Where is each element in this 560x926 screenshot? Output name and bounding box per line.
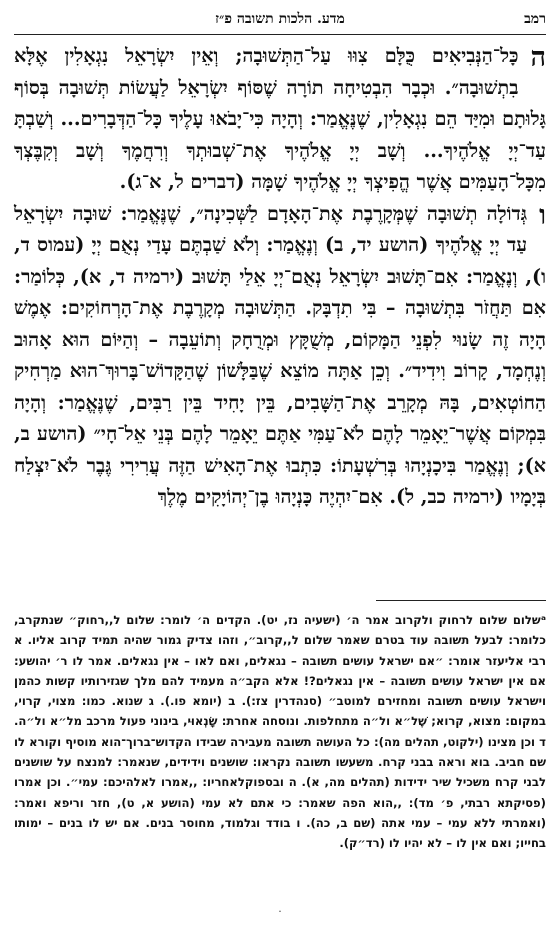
halacha-text: גְּדוֹלָה תְשׁוּבָה שֶׁמְּקָרֶבֶת אֶת־הָאָדָם לַשְּׁכִינָה״, שֶׁנֶּאֱמַר: שׁוּבָה יִשְׂרָאֵל עַד יְיָ אֱלֹהֶיךָ (הושע יד, ב) וְנֶאֱמַר: וְלֹא שַׁבְתֶּם עָדַי נְאֻם יְיָ (עמוס ד, ו), וְנֶאֱמַר: אִם־תָּשׁוּב יִשְׂרָאֵל נְאֻם־יְיָ אֵלַי תָּשׁוּב (ירמיה ד, א), כְּלוֹמַר: אִם תַּחֲזֹר בִּתְשׁוּבָה – בִּי תִדְבָּק. הַתְּשׁוּבָה מְקָרֶבֶת אֶת־הָרְחוֹקִים: אֶמֶשׁ הָיָה זֶה שָׂנוּי לִפְנֵי הַמָּקוֹם, מְשֻׁקָּץ וּמְרֻחָק וְתוֹעֵבָה – וְהַיּוֹם הוּא אָהוּב וְנֶחְמָד, קָרוֹב וִידִיד״. וְכֵן אַתָּה מוֹצֵא שֶׁבַּלָּשׁוֹן שֶׁהַקָּדוֹשׁ־בָּרוּךְ־הוּא מַרְחִיק הַחוֹטְאִים, בָּהּ מְקָרֵב אֶת־הַשָּׁבִים, בֵּין יָחִיד בֵּין רַבִּים, שֶׁנֶּאֱמַר: וְהָיָה בִּמְקוֹם אֲשֶׁר־יֵאָמֵר לָהֶם לֹא־עַמִּי אַתֶּם יֵאָמֵר לָהֶם בְּנֵי אֵל־חָי״ (הושע ב, א); וְנֶאֱמַר בִּיכָנְיָהוּ בְּרִשְׁעָתוֹ: כִּתְבוּ אֶת־הָאִישׁ הַזֶּה עֲרִירִי גֶּבֶר לֹא־יִצְלַח בְּיָמָיו (ירמיה כב, ל). אִם־יִהְיֶה כָּנְיָהוּ בֶן־יְהוֹיָקִים מֶלֶךְ: [14, 201, 546, 508]
commentary-text: ᵃשלום שלום לרחוק ולקרוב אמר ה׳ (ישעיה נז, יט). הקדים ה׳ לומר: שלום ל,,רחוק״ שנתקרב, כלומר: לבעל תשובה עוד בטרם שאמר שלום ל,,קרוב״, וזהו צדיק גמור שהיה תמיד קרוב אליו. א רבי אליעזר אומר: ״אם ישראל עושים תשובה – נגאלים, ואם לאו – אין נגאלים. אמר לו ר׳ יהושע: אם אין ישראל עושים תשובה – אין נגאלים?! אלא הקב״ה מעמיד להם מלך שגזירותיו קשות כהמן וישראל עושים תשובה ומחזירם למוטב״ (סנהדרין צז:). ב (יומא פו.). ג שנוא. כמו: מצוי, קרוי, במקום: מצוא, קרוא; שֶׁל״א ול״ה מתחלפות. ונוסחה אחרת: שָׂנְאוּי, בינוני פעול מרכב מל״א ול״ה. ד וכן מצינו (ילקוט, תהלים מה): כל העושה תשובה מעבירה שבידו הקדוש־ברוך־הוא מוסיף וקורא לו שם חביב. בוא וראה בבני קרח. משעשו תשובה נקראו: שושנים וידידים, שנאמר: למנצח על שושנים לבני קרח משכיל שיר ידידות (תהלים מה, א). ה ובספוקלאחריו: ,,אמרו לאלהיכם: עמי״. וכן אמרו (פסיקתא רבתי, פ׳ מד): ,,הוא הפה שאמר: כי אתם לא עמי (הושע א, ט), חזר וריפא ואמר: (ואמרתי ללא עמי – עמי אתה (שם ב, כה). ו בודד וגלמוד, מחוסר בנים. אם יש לו בנים – ימותו בחייו; ואם אין לו – לא יהיו לו (רד״ק).: [14, 613, 546, 851]
commentary-notes: [14, 610, 546, 854]
halacha-paragraph: [14, 40, 546, 198]
running-header: [14, 4, 546, 35]
header-title: מדע. הלכות תשובה פ״ז: [215, 10, 345, 27]
main-text: [14, 40, 546, 513]
footnote-separator: [376, 600, 546, 601]
header-right-label: רמב: [524, 10, 546, 27]
page-marker: ·: [278, 905, 282, 918]
halacha-paragraph: [14, 198, 546, 513]
halacha-number: ו: [539, 199, 546, 231]
halacha-number: ה: [530, 42, 546, 73]
halacha-text: כָּל־הַנְּבִיאִים כֻּלָּם צִוּוּ עַל־הַתְּשׁוּבָה; וְאֵין יִשְׂרָאֵל נִגְאָלִין אֶלָּא בִתְשׁוּבָה״. וּכְבָר הִבְטִיחָה תוֹרָה שֶׁסּוֹף יִשְׂרָאֵל לַעֲשׂוֹת תְּשׁוּבָה בְּסוֹף גָּלוּתָם וּמִיַּד הֵם נִגְאָלִין, שֶׁנֶּאֱמַר: וְהָיָה כִּי־יָבֹאוּ עָלֶיךָ כָּל־הַדְּבָרִים... וְשַׁבְתָּ עַד־יְיָ אֱלֹהֶיךָ... וְשָׁב יְיָ אֱלֹהֶיךָ אֶת־שְׁבוּתְךָ וְרִחֲמֶךָ וְשָׁב וְקִבֶּצְךָ מִכָּל־הָעַמִּים אֲשֶׁר הֱפִיצְךָ יְיָ אֱלֹהֶיךָ שָׁמָּה (דברים ל, א־ג).: [14, 44, 546, 193]
